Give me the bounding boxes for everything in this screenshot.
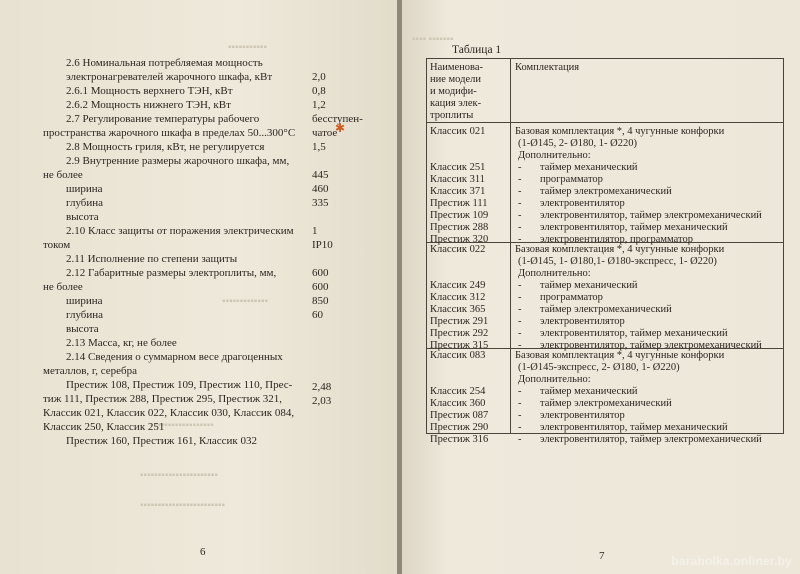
spec-line: высота	[66, 323, 99, 335]
header-model-line: и модифи-	[430, 86, 477, 97]
header-model-line: кация элек-	[430, 98, 482, 109]
bleed-through: ▪▪▪▪▪▪▪▪▪▪▪▪▪▪▪▪▪▪▪▪▪▪	[140, 470, 218, 481]
spec-line: ширина	[66, 183, 103, 195]
base-model: Классик 021	[430, 126, 486, 137]
spec-line: ширина	[66, 295, 103, 307]
model: Престиж 320	[430, 234, 489, 245]
spec-value: 0,8	[312, 85, 326, 97]
option: таймер электромеханический	[540, 304, 672, 315]
model: Классик 360	[430, 398, 486, 409]
bleed-through: ▪▪▪▪▪▪▪▪▪▪▪	[228, 42, 267, 53]
model: Престиж 292	[430, 328, 489, 339]
base-config: Базовая комплектация *, 4 чугунные конфорки	[515, 350, 725, 361]
spec-line: Престиж 160, Престиж 161, Классик 032	[66, 435, 258, 447]
dash: -	[518, 280, 522, 291]
spec-line: 2.7 Регулирование температуры рабочего	[66, 113, 260, 125]
option: электровентилятор, таймер механический	[540, 222, 728, 233]
spec-value: 60	[312, 309, 323, 321]
dash: -	[518, 422, 522, 433]
base-config: (1-Ø145, 1- Ø180,1- Ø180-экспресс, 1- Ø220)	[518, 256, 717, 267]
model: Классик 251	[430, 162, 486, 173]
model: Престиж 316	[430, 434, 489, 445]
dash: -	[518, 340, 522, 351]
dash: -	[518, 162, 522, 173]
spec-value: 2,03	[312, 395, 332, 407]
model: Классик 312	[430, 292, 486, 303]
spec-line: 2.11 Исполнение по степени защиты	[66, 253, 238, 265]
spec-line: 2.10 Класс защиты от поражения электрическим	[66, 225, 294, 237]
option: электровентилятор, таймер электромеханический	[540, 210, 762, 221]
model: Престиж 291	[430, 316, 489, 327]
base-model: Классик 083	[430, 350, 486, 361]
spec-line: Классик 021, Классик 022, Классик 030, Классик 084,	[43, 407, 295, 419]
dash: -	[518, 198, 522, 209]
spec-value: 1,5	[312, 141, 326, 153]
dash: -	[518, 234, 522, 245]
header-model-line: ние модели	[430, 74, 481, 85]
base-config: Базовая комплектация *, 4 чугунные конфорки	[515, 126, 725, 137]
header-configuration: Комплектация	[515, 62, 580, 73]
model: Престиж 111	[430, 198, 488, 209]
spec-line: пространства жарочного шкафа в пределах 50...300°С	[43, 127, 296, 139]
page-number-left: 6	[200, 546, 206, 558]
spec-value: 445	[312, 169, 329, 181]
dash: -	[518, 398, 522, 409]
option: электровентилятор, программатор	[540, 234, 693, 245]
dash: -	[518, 410, 522, 421]
dash: -	[518, 174, 522, 185]
option: таймер механический	[540, 386, 638, 397]
spec-line: глубина	[66, 197, 104, 209]
model: Классик 254	[430, 386, 486, 397]
spec-value: 2,48	[312, 381, 332, 393]
option: электровентилятор	[540, 316, 625, 327]
model: Классик 249	[430, 280, 486, 291]
spec-value: 1,2	[312, 99, 326, 111]
spec-value: 335	[312, 197, 329, 209]
bleed-through: ▪▪▪▪▪▪▪▪▪▪▪▪▪	[222, 296, 269, 307]
model: Престиж 109	[430, 210, 489, 221]
watermark: baraholka.onliner.by	[671, 554, 792, 568]
header-model-line: троплиты	[430, 110, 474, 121]
model: Классик 365	[430, 304, 486, 315]
base-config: (1-Ø145-экспресс, 2- Ø180, 1- Ø220)	[518, 362, 680, 373]
spec-line: 2.8 Мощность гриля, кВт, не регулируется	[66, 141, 265, 153]
page-number-right: 7	[599, 550, 605, 562]
option: таймер электромеханический	[540, 398, 672, 409]
option: таймер механический	[540, 162, 638, 173]
spec-value: бесступен-	[312, 113, 363, 125]
dash: -	[518, 292, 522, 303]
model: Классик 371	[430, 186, 486, 197]
base-model: Классик 022	[430, 244, 486, 255]
option: электровентилятор, таймер механический	[540, 328, 728, 339]
spec-line: Престиж 108, Престиж 109, Престиж 110, Прес-	[66, 379, 293, 391]
spec-value: 600	[312, 267, 329, 279]
dash: -	[518, 328, 522, 339]
bleed-through: ▪▪▪▪▪▪▪▪▪▪▪▪▪▪▪▪▪▪▪▪▪▪▪▪	[140, 500, 226, 511]
spec-value: 1	[312, 225, 318, 237]
dash: -	[518, 210, 522, 221]
option: программатор	[540, 174, 603, 185]
model: Престиж 290	[430, 422, 489, 433]
spec-line: 2.6.1 Мощность верхнего ТЭН, кВт	[66, 85, 233, 97]
option: электровентилятор	[540, 198, 625, 209]
model: Престиж 087	[430, 410, 489, 421]
option: электровентилятор	[540, 410, 625, 421]
spec-line: 2.12 Габаритные размеры электроплиты, мм,	[66, 267, 277, 279]
model: Классик 311	[430, 174, 485, 185]
spec-line: металлов, г, серебра	[43, 365, 137, 377]
header-model-line: Наименова-	[430, 62, 484, 73]
dash: -	[518, 434, 522, 445]
spec-line: Классик 250, Классик 251	[43, 421, 165, 433]
model: Престиж 288	[430, 222, 489, 233]
model: Престиж 315	[430, 340, 489, 351]
option: таймер электромеханический	[540, 186, 672, 197]
spec-line: 2.6.2 Мощность нижнего ТЭН, кВт	[66, 99, 231, 111]
spec-line: 2.13 Масса, кг, не более	[66, 337, 177, 349]
option: таймер механический	[540, 280, 638, 291]
spec-value: IP10	[312, 239, 333, 251]
dash: -	[518, 316, 522, 327]
dash: -	[518, 304, 522, 315]
option: программатор	[540, 292, 603, 303]
spec-value: чатое	[312, 127, 338, 139]
spec-line: не более	[43, 169, 83, 181]
base-config: Базовая комплектация *, 4 чугунные конфорки	[515, 244, 725, 255]
dash: -	[518, 386, 522, 397]
spec-line: током	[43, 239, 71, 251]
spec-line: не более	[43, 281, 83, 293]
spec-value: 600	[312, 281, 329, 293]
base-config: Дополнительно:	[518, 150, 591, 161]
spec-line: электронагревателей жарочного шкафа, кВт	[66, 71, 273, 83]
option: электровентилятор, таймер электромеханический	[540, 434, 762, 445]
base-config: Дополнительно:	[518, 374, 591, 385]
option: электровентилятор, таймер механический	[540, 422, 728, 433]
spec-value: 2,0	[312, 71, 326, 83]
spec-line: 2.14 Сведения о суммарном весе драгоценных	[66, 351, 283, 363]
spec-value: 460	[312, 183, 329, 195]
base-config: (1-Ø145, 2- Ø180, 1- Ø220)	[518, 138, 637, 149]
orange-mark-icon: ✱	[335, 121, 346, 135]
dash: -	[518, 186, 522, 197]
spec-line: 2.9 Внутренние размеры жарочного шкафа, мм,	[66, 155, 290, 167]
option: электровентилятор, таймер электромеханический	[540, 340, 762, 351]
dash: -	[518, 222, 522, 233]
spec-line: высота	[66, 211, 99, 223]
spec-value: 850	[312, 295, 329, 307]
table-title: Таблица 1	[452, 44, 502, 56]
spec-line: глубина	[66, 309, 104, 321]
base-config: Дополнительно:	[518, 268, 591, 279]
spec-line: тиж 111, Престиж 288, Престиж 295, Престиж 321,	[43, 393, 283, 405]
bleed-through: ▪▪▪▪ ▪▪▪▪▪▪▪	[412, 34, 454, 45]
spec-line: 2.6 Номинальная потребляемая мощность	[66, 57, 263, 69]
bleed-through: ▪▪▪▪▪▪▪▪▪▪▪▪▪▪▪▪▪▪	[150, 420, 214, 431]
